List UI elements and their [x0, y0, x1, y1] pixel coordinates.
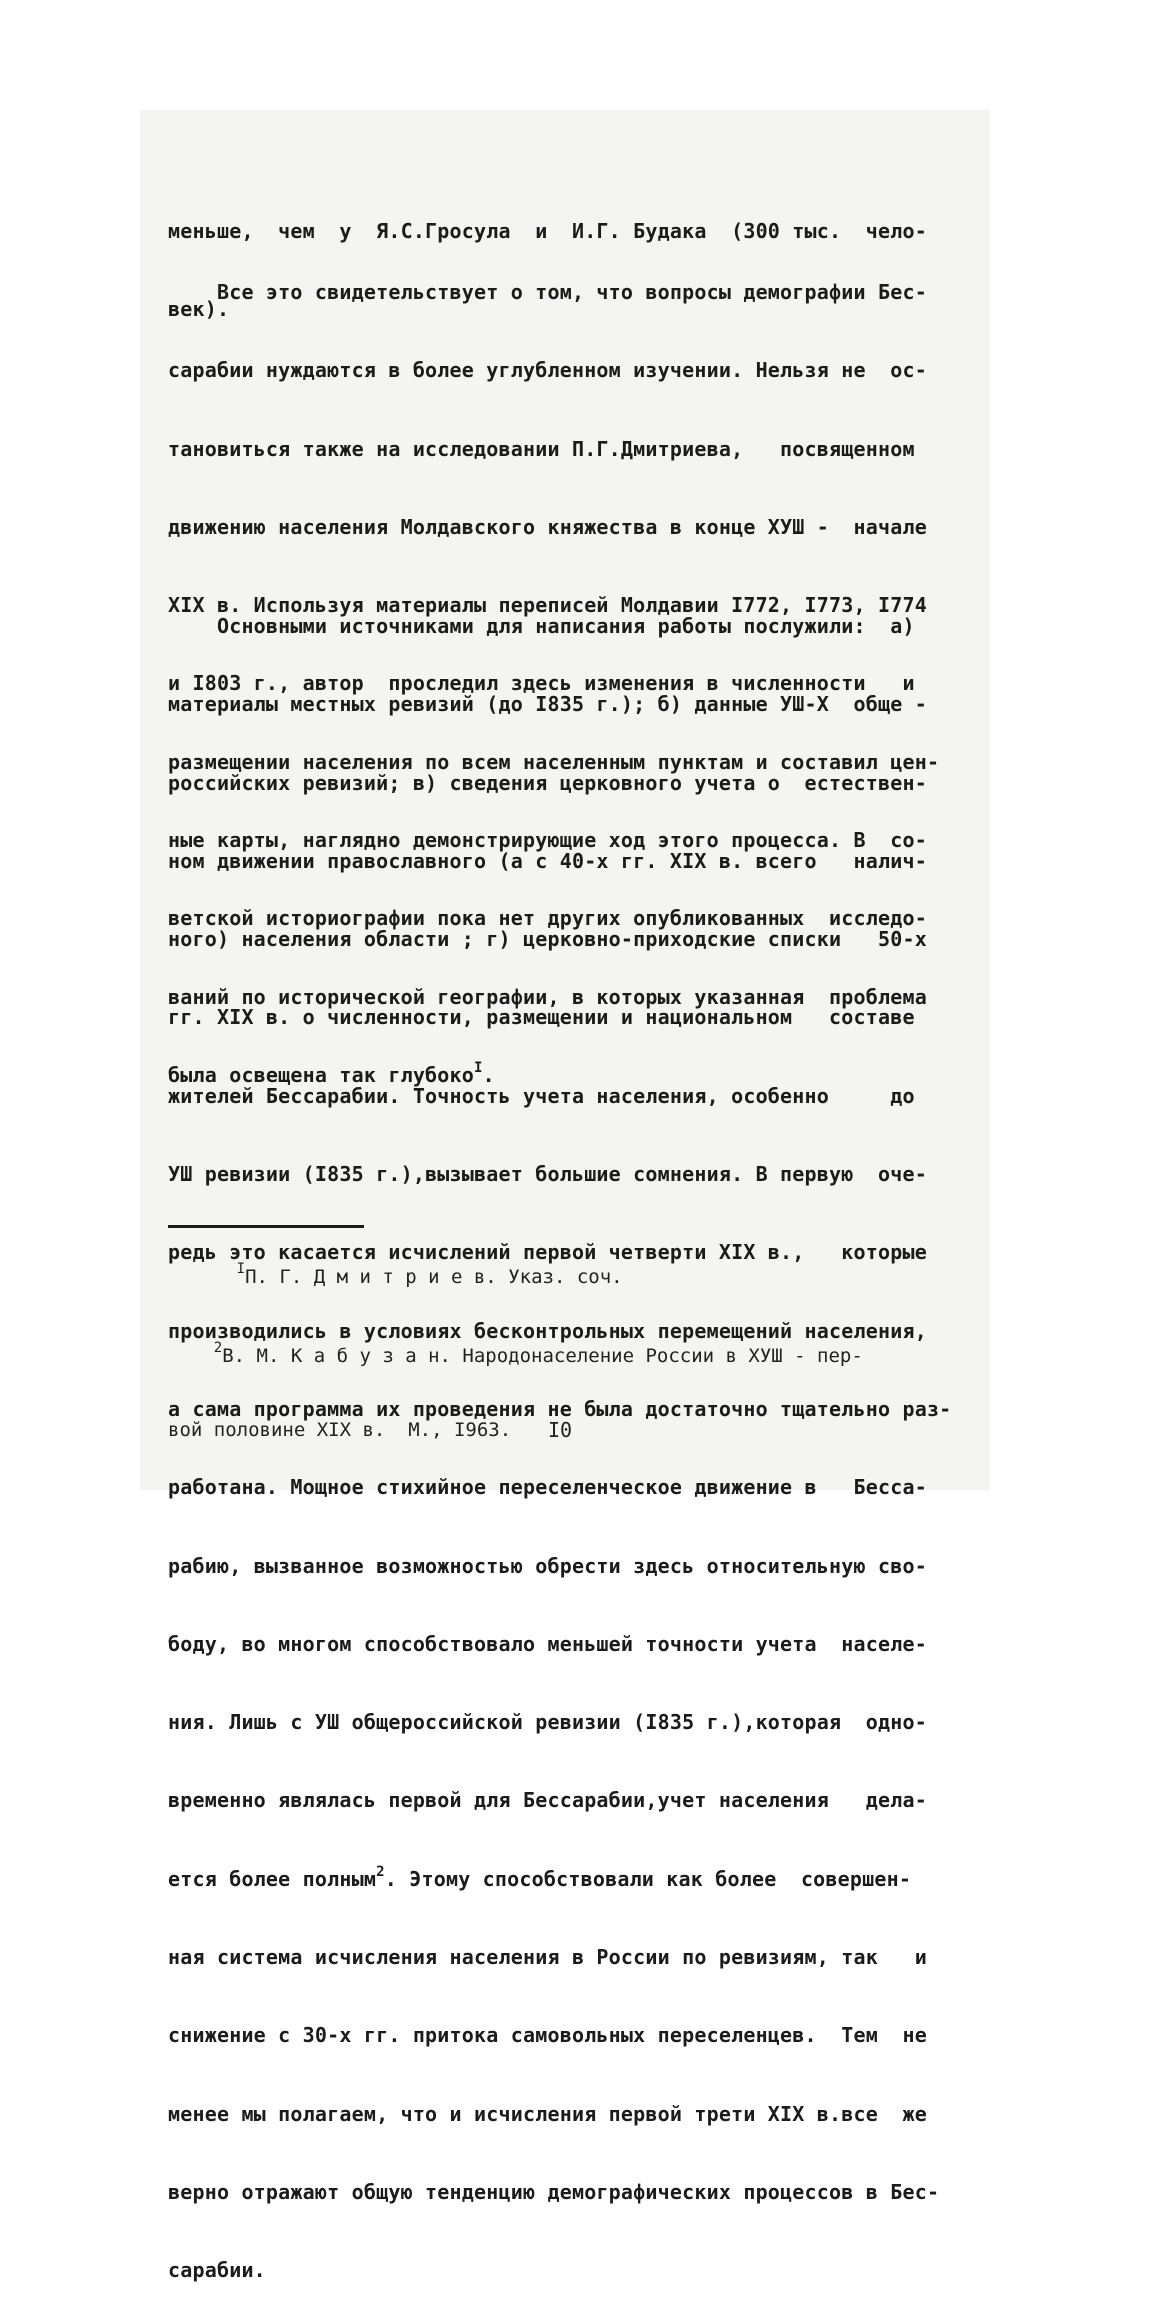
- text-line: XIX в. Используя материалы переписей Молдавии I772, I773, I774: [168, 593, 927, 618]
- text-line: верно отражают общую тенденцию демографических процессов в Бес-: [168, 2179, 940, 2204]
- text-line: российских ревизий; в) сведения церковного учета о естествен-: [168, 770, 927, 795]
- text-line: сарабии.: [168, 2258, 266, 2283]
- text-line: ветской историографии пока нет других опубликованных исследо-: [168, 906, 927, 931]
- text-line: временно являлась первой для Бессарабии,учет населения дела-: [168, 1788, 927, 1813]
- text-line: ния. Лишь с УШ общероссийской ревизии (I835 г.),которая одно-: [168, 1710, 927, 1735]
- text-fragment: . Этому способствовали как более совершен-: [384, 1866, 912, 1891]
- text-line: рабию, вызванное возможностью обрести здесь относительную сво-: [168, 1553, 927, 1578]
- footnote-separator: [168, 1225, 364, 1228]
- footnote-ref-2: 2: [376, 1863, 385, 1880]
- text-fragment: была освещена так глубоко: [168, 1062, 475, 1087]
- text-line: век).: [168, 297, 230, 322]
- text-line: ная система исчисления населения в России по ревизиям, так и: [168, 1945, 927, 1970]
- footnote-text: Указ. соч.: [496, 1266, 623, 1288]
- text-line: а сама программа их проведения не была достаточно тщательно раз-: [168, 1396, 952, 1421]
- text-line: менее мы полагаем, что и исчисления первой трети XIX в.все же: [168, 2101, 927, 2126]
- text-line: движению населения Молдавского княжества в конце ХУШ - начале: [168, 514, 927, 539]
- text-line: и I803 г., автор проследил здесь изменения в численности и: [168, 671, 915, 696]
- text-line: тановиться также на исследовании П.Г.Дмитриева, посвященном: [168, 436, 915, 461]
- text-line: снижение с 30-х гг. притока самовольных переселенцев. Тем не: [168, 2023, 927, 2048]
- text-line: работана. Мощное стихийное переселенческое движение в Бесса-: [168, 1475, 927, 1500]
- page-number: I0: [548, 1418, 573, 1442]
- text-line: [168, 1864, 958, 1894]
- footnote-1: [168, 1244, 623, 1288]
- footnote-text: Народонаселение России в ХУШ - пер-: [450, 1345, 863, 1367]
- footnote-author: П. Г. Д м и т р и е в.: [245, 1266, 497, 1288]
- text-line: ного) населения области ; г) церковно-приходские списки 50-х: [168, 927, 927, 952]
- text-line: сарабии нуждаются в более углубленном изучении. Нельзя не ос-: [168, 358, 927, 383]
- text-line: была освещена так глубоко$^I$.: [168, 1059, 495, 1087]
- text-line: гг. XIX в. о численности, размещении и национальном составе: [168, 1005, 915, 1030]
- text-line: материалы местных ревизий (до I835 г.); б) данные УШ-Х обще -: [168, 692, 927, 717]
- text-line: ном движении православного (а с 40-х гг. XIX в. всего налич-: [168, 848, 927, 873]
- footnote-author: В. М. К а б у з а н.: [222, 1345, 451, 1367]
- footnote-2: [168, 1296, 863, 1466]
- text-line: УШ ревизии (I835 г.),вызывает большие сомнения. В первую оче-: [168, 1162, 927, 1187]
- footnote-text: вой половине XIX в. М., I963.: [168, 1419, 512, 1441]
- text-line: производились в условиях бесконтрольных перемещений населения,: [168, 1318, 927, 1343]
- text-line: боду, во многом способствовало меньшей точности учета населе-: [168, 1631, 927, 1656]
- text-line: жителей Бессарабии. Точность учета населения, особенно до: [168, 1083, 915, 1108]
- text-line: Основными источниками для написания работы послужили: а): [168, 614, 915, 638]
- text-line: редь это касается исчислений первой четверти XIX в., которые: [168, 1240, 927, 1265]
- footnote-marker: 2: [213, 1340, 223, 1356]
- text-line: ваний по исторической географии, в которых указанная проблема: [168, 984, 927, 1009]
- text-line: Все это свидетельствует о том, что вопросы демографии Бес-: [168, 280, 927, 304]
- footnote-ref-1: I: [474, 1059, 483, 1076]
- text-line: размещении населения по всем населенным пунктам и составил цен-: [168, 749, 940, 774]
- text-fragment: ется более полным: [168, 1866, 377, 1891]
- text-line: меньше, чем у Я.С.Гросула и И.Г. Будака (300 тыс. чело-: [168, 219, 927, 243]
- text-line: ные карты, наглядно демонстрирующие ход этого процесса. В со-: [168, 828, 927, 853]
- footnote-marker: I: [236, 1261, 246, 1277]
